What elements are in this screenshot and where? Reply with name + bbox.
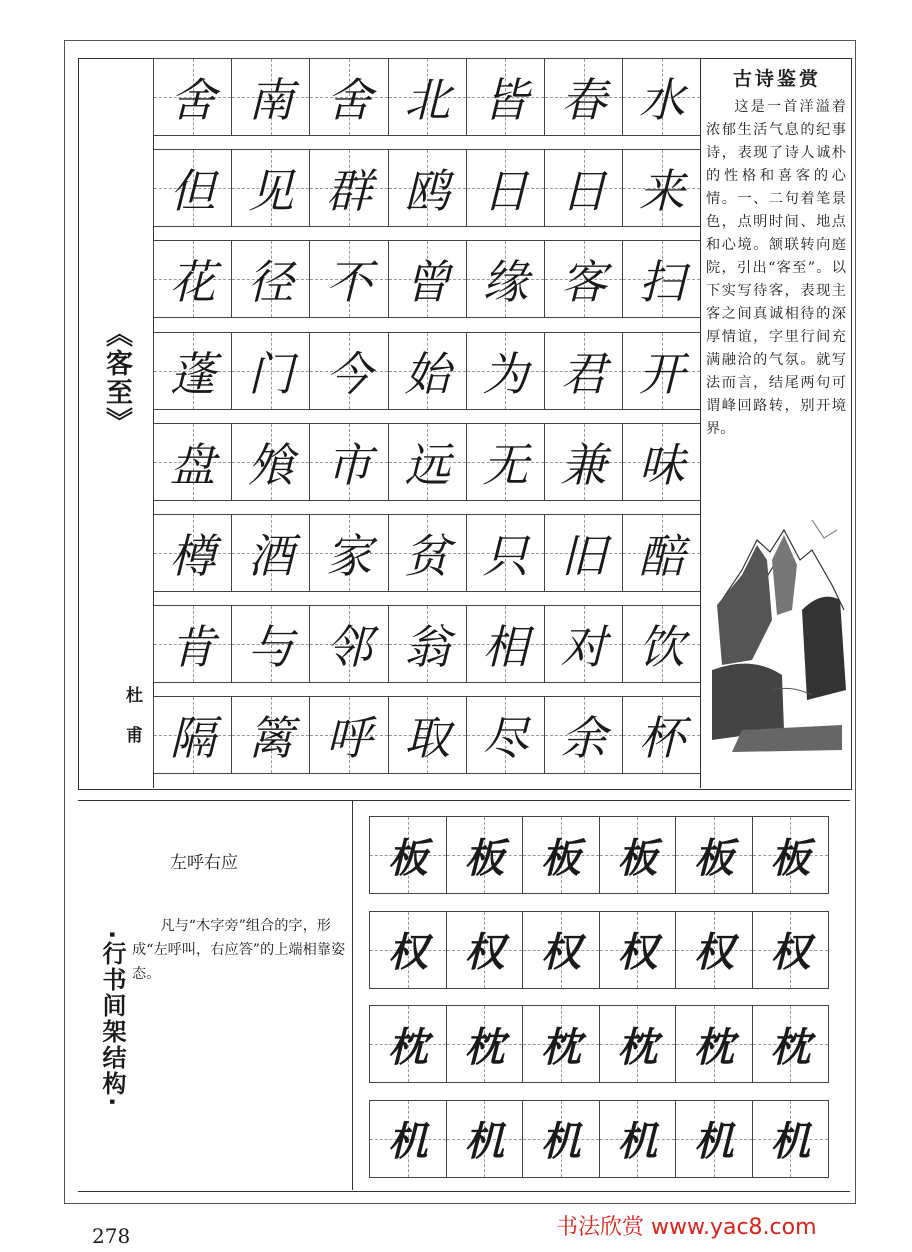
character: 翁 bbox=[404, 620, 451, 675]
character: 枕 bbox=[464, 1023, 505, 1071]
character: 权 bbox=[693, 929, 734, 976]
poem-character-cell bbox=[544, 58, 623, 136]
appreciation-text: 这是一首洋溢着浓郁生活气息的纪事诗，表现了诗人诚朴的性格和喜客的心情。一、二句着笔景色，点明时间、地点和心境。颔联转向庭院，引出“客至”。以下实写待客，表现主客之间真诚相待的深厚情谊，字里行间充满融洽的气氛。就写法而言，结尾两句可谓峰回路转，别开境界。 bbox=[706, 99, 846, 437]
poem-character-cell bbox=[231, 149, 310, 227]
character: 板 bbox=[693, 834, 734, 882]
poem-character-cell bbox=[388, 240, 467, 318]
character: 樽 bbox=[169, 529, 216, 583]
landscape-illustration bbox=[712, 490, 848, 760]
character: 见 bbox=[247, 164, 294, 219]
poem-character-cell bbox=[153, 240, 232, 318]
character: 篱 bbox=[247, 711, 294, 766]
poem-character-cell bbox=[466, 605, 545, 683]
character: 机 bbox=[770, 1118, 811, 1165]
practice-character-cell bbox=[369, 911, 447, 989]
poem-character-cell bbox=[388, 149, 467, 227]
practice-character-cell bbox=[599, 911, 677, 989]
poem-character-cell bbox=[388, 696, 467, 774]
poem-character-cell bbox=[466, 240, 545, 318]
poem-character-cell bbox=[466, 423, 545, 501]
character: 门 bbox=[247, 346, 294, 401]
character: 飧 bbox=[247, 437, 294, 492]
poem-character-cell bbox=[309, 332, 388, 410]
character: 春 bbox=[560, 73, 607, 127]
practice-character-cell bbox=[675, 1005, 753, 1083]
character: 板 bbox=[770, 834, 811, 882]
character: 盘 bbox=[169, 437, 216, 492]
practice-character-cell bbox=[369, 1100, 447, 1178]
character: 家 bbox=[325, 529, 372, 583]
character: 酒 bbox=[247, 529, 294, 583]
poem-character-cell bbox=[231, 514, 310, 592]
character: 取 bbox=[404, 711, 451, 766]
character: 权 bbox=[540, 929, 581, 976]
poem-character-cell bbox=[231, 58, 310, 136]
practice-character-cell bbox=[446, 1100, 524, 1178]
character: 群 bbox=[325, 164, 372, 219]
character: 杯 bbox=[638, 711, 685, 766]
poem-character-cell bbox=[309, 149, 388, 227]
poem-character-cell bbox=[466, 514, 545, 592]
poem-character-cell bbox=[466, 332, 545, 410]
character: 水 bbox=[638, 73, 685, 127]
character: 权 bbox=[617, 929, 658, 976]
poem-character-cell bbox=[544, 240, 623, 318]
character: 花 bbox=[169, 255, 216, 310]
character: 机 bbox=[387, 1118, 428, 1165]
practice-character-cell bbox=[599, 816, 677, 894]
poem-character-cell bbox=[544, 514, 623, 592]
poem-character-cell bbox=[153, 605, 232, 683]
character: 隔 bbox=[169, 711, 216, 766]
appreciation-title: 古诗鉴赏 bbox=[732, 68, 821, 90]
character: 权 bbox=[387, 929, 428, 976]
practice-character-cell bbox=[752, 1100, 830, 1178]
practice-character-cell bbox=[369, 816, 447, 894]
character: 今 bbox=[325, 346, 372, 401]
poem-character-cell bbox=[309, 605, 388, 683]
character: 无 bbox=[482, 437, 529, 492]
practice-character-cell bbox=[522, 911, 600, 989]
character: 对 bbox=[560, 620, 607, 675]
poem-character-cell bbox=[388, 58, 467, 136]
poem-character-cell bbox=[231, 423, 310, 501]
practice-character-cell bbox=[369, 1005, 447, 1083]
poem-character-cell bbox=[153, 332, 232, 410]
character: 醅 bbox=[638, 529, 685, 583]
technique-text: 凡与“木字旁”组合的字，形成“左呼叫，右应答”的上端相靠姿态。 bbox=[132, 918, 346, 982]
poem-character-cell bbox=[544, 696, 623, 774]
character: 板 bbox=[464, 834, 505, 882]
character: 君 bbox=[560, 346, 607, 401]
character: 贫 bbox=[404, 529, 451, 583]
practice-character-cell bbox=[522, 1005, 600, 1083]
poem-character-cell bbox=[153, 514, 232, 592]
poem-character-cell bbox=[544, 423, 623, 501]
character: 余 bbox=[560, 711, 607, 766]
poem-character-cell bbox=[309, 240, 388, 318]
character: 权 bbox=[770, 929, 811, 976]
poem-title: 《客至》 bbox=[101, 320, 132, 436]
character: 曾 bbox=[404, 255, 451, 310]
character: 蓬 bbox=[169, 346, 216, 401]
technique-title: 左呼右应 bbox=[170, 853, 238, 873]
character: 径 bbox=[247, 255, 294, 310]
practice-character-cell bbox=[752, 911, 830, 989]
poem-character-cell bbox=[622, 240, 701, 318]
poem-character-cell bbox=[153, 58, 232, 136]
character: 呼 bbox=[325, 711, 372, 766]
character: 北 bbox=[404, 73, 451, 127]
character: 枕 bbox=[770, 1023, 811, 1071]
practice-character-cell bbox=[752, 816, 830, 894]
poem-author: 杜甫 bbox=[126, 686, 143, 746]
character: 南 bbox=[247, 73, 294, 127]
character: 来 bbox=[638, 164, 685, 219]
character: 尽 bbox=[482, 711, 529, 766]
poem-character-cell bbox=[622, 58, 701, 136]
character: 扫 bbox=[638, 255, 685, 310]
character: 兼 bbox=[560, 437, 607, 492]
poem-character-cell bbox=[466, 696, 545, 774]
poem-character-cell bbox=[622, 605, 701, 683]
poem-character-cell bbox=[388, 332, 467, 410]
character: 与 bbox=[247, 620, 294, 675]
poem-character-cell bbox=[231, 696, 310, 774]
character: 相 bbox=[482, 620, 529, 675]
poem-character-cell bbox=[466, 58, 545, 136]
poem-character-cell bbox=[309, 58, 388, 136]
practice-character-cell bbox=[599, 1100, 677, 1178]
character: 开 bbox=[638, 346, 685, 401]
poem-character-cell bbox=[622, 514, 701, 592]
practice-character-cell bbox=[446, 911, 524, 989]
character: 枕 bbox=[540, 1023, 581, 1071]
poem-character-cell bbox=[622, 696, 701, 774]
character: 舍 bbox=[169, 73, 216, 127]
character: 市 bbox=[325, 437, 372, 492]
character: 日 bbox=[560, 164, 607, 219]
character: 板 bbox=[617, 834, 658, 882]
character: 枕 bbox=[387, 1023, 428, 1071]
character: 权 bbox=[464, 929, 505, 976]
watermark: 书法欣赏 www.yac8.com bbox=[556, 1215, 817, 1240]
character: 味 bbox=[638, 437, 685, 492]
practice-character-cell bbox=[446, 1005, 524, 1083]
character: 肯 bbox=[169, 620, 216, 675]
poem-character-cell bbox=[231, 240, 310, 318]
character: 机 bbox=[464, 1118, 505, 1165]
practice-character-cell bbox=[599, 1005, 677, 1083]
poem-character-cell bbox=[388, 423, 467, 501]
page-number: 278 bbox=[92, 1224, 131, 1248]
character: 日 bbox=[482, 164, 529, 219]
poem-character-cell bbox=[544, 332, 623, 410]
character: 不 bbox=[325, 255, 372, 310]
practice-character-cell bbox=[675, 816, 753, 894]
practice-character-cell bbox=[522, 816, 600, 894]
character: 客 bbox=[560, 255, 607, 310]
practice-character-cell bbox=[446, 816, 524, 894]
character: 只 bbox=[482, 529, 529, 583]
poem-character-cell bbox=[544, 605, 623, 683]
poem-character-cell bbox=[309, 514, 388, 592]
character: 为 bbox=[482, 346, 529, 401]
poem-character-cell bbox=[309, 696, 388, 774]
character: 枕 bbox=[693, 1023, 734, 1071]
poem-character-cell bbox=[153, 423, 232, 501]
poem-character-cell bbox=[153, 149, 232, 227]
poem-character-cell bbox=[544, 149, 623, 227]
character: 舍 bbox=[325, 73, 372, 127]
poem-character-cell bbox=[388, 514, 467, 592]
character: 机 bbox=[540, 1118, 581, 1165]
poem-character-cell bbox=[466, 149, 545, 227]
practice-character-cell bbox=[522, 1100, 600, 1178]
poem-character-cell bbox=[231, 332, 310, 410]
poem-character-cell bbox=[622, 423, 701, 501]
character: 皆 bbox=[482, 73, 529, 127]
character: 机 bbox=[693, 1118, 734, 1165]
character: 旧 bbox=[560, 529, 607, 583]
practice-character-cell bbox=[675, 1100, 753, 1178]
character: 但 bbox=[169, 164, 216, 219]
poem-character-cell bbox=[622, 149, 701, 227]
character: 邻 bbox=[325, 620, 372, 675]
character: 缘 bbox=[482, 255, 529, 310]
practice-character-cell bbox=[752, 1005, 830, 1083]
poem-character-cell bbox=[622, 332, 701, 410]
character: 始 bbox=[404, 346, 451, 401]
poem-character-cell bbox=[231, 605, 310, 683]
poem-character-cell bbox=[153, 696, 232, 774]
character: 远 bbox=[404, 437, 451, 492]
character: 枕 bbox=[617, 1023, 658, 1071]
character: 板 bbox=[540, 834, 581, 882]
poem-character-cell bbox=[388, 605, 467, 683]
character: 鸥 bbox=[404, 164, 451, 219]
poem-character-cell bbox=[309, 423, 388, 501]
practice-character-cell bbox=[675, 911, 753, 989]
section-heading: ·行书间架结构· bbox=[98, 930, 126, 1109]
character: 板 bbox=[387, 834, 428, 882]
character: 机 bbox=[617, 1118, 658, 1165]
character: 饮 bbox=[638, 620, 685, 675]
